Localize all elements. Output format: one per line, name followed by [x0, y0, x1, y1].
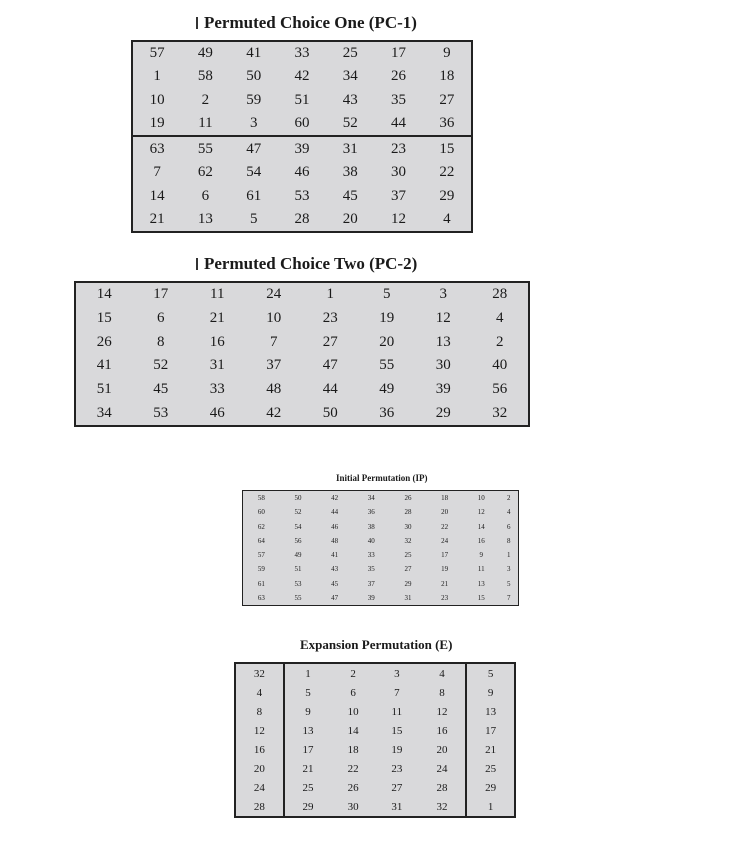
table-cell: 30 — [347, 800, 359, 813]
table-cell: 59 — [246, 91, 262, 108]
table-row — [133, 42, 471, 65]
table-cell: 53 — [153, 404, 169, 421]
table-row — [236, 664, 514, 683]
table-cell: 15 — [391, 724, 403, 737]
table-row — [133, 184, 471, 207]
table-cell: 5 — [249, 210, 258, 227]
expansion-body — [236, 664, 514, 816]
table-row — [76, 354, 528, 378]
table-cell: 51 — [294, 565, 302, 574]
table-cell: 31 — [391, 800, 403, 813]
table-cell: 41 — [246, 45, 262, 62]
table-row — [133, 65, 471, 88]
table-cell: 28 — [236, 797, 284, 816]
pc2-table — [74, 281, 530, 427]
table-cell: 7 — [507, 593, 511, 602]
table-row — [243, 577, 518, 591]
table-cell: 29 — [302, 800, 314, 813]
table-cell: 35 — [391, 91, 407, 108]
table-cell: 25 — [302, 781, 314, 794]
table-cell: 49 — [197, 45, 213, 62]
pc2-body — [76, 283, 528, 425]
table-cell: 39 — [278, 136, 326, 161]
table-cell: 1 — [507, 551, 511, 560]
table-cell: 50 — [246, 68, 262, 85]
table-cell: 61 — [246, 187, 262, 204]
table-cell: 53 — [294, 579, 302, 588]
table-cell: 18 — [347, 743, 359, 756]
table-cell: 36 — [367, 508, 375, 517]
table-cell: 44 — [322, 380, 338, 397]
table-cell: 6 — [157, 309, 165, 326]
ip-title — [336, 473, 428, 483]
table-cell: 57 — [257, 551, 265, 560]
table-cell: 23 — [322, 309, 338, 326]
table-cell: 26 — [96, 333, 112, 350]
table-cell: 39 — [367, 593, 375, 602]
table-cell: 48 — [331, 536, 339, 545]
table-cell: 2 — [507, 494, 511, 503]
pc2-title — [196, 254, 417, 274]
table-cell: 8 — [507, 536, 511, 545]
table-row — [76, 307, 528, 331]
table-cell: 19 — [391, 743, 403, 756]
table-cell: 8 — [439, 686, 445, 699]
table-cell: 37 — [367, 579, 375, 588]
table-cell: 5 — [383, 286, 391, 303]
table-cell: 5 — [466, 664, 514, 683]
table-cell: 58 — [197, 68, 213, 85]
table-cell: 32 — [492, 404, 508, 421]
table-cell: 17 — [153, 286, 169, 303]
table-cell: 14 — [477, 522, 485, 531]
table-row — [243, 534, 518, 548]
table-cell: 25 — [466, 759, 514, 778]
table-cell: 55 — [181, 136, 229, 161]
table-cell: 61 — [257, 579, 265, 588]
ip-body — [243, 491, 518, 605]
table-cell: 9 — [466, 683, 514, 702]
table-cell: 29 — [404, 579, 412, 588]
table-cell: 50 — [294, 494, 302, 503]
table-cell: 9 — [479, 551, 484, 560]
table-cell: 17 — [391, 45, 407, 62]
table-row — [133, 89, 471, 112]
table-cell: 56 — [294, 536, 302, 545]
table-row — [243, 562, 518, 576]
table-row — [243, 505, 518, 519]
pc1-title — [196, 13, 417, 33]
table-cell: 38 — [342, 164, 358, 181]
table-cell: 16 — [436, 724, 448, 737]
table-cell: 36 — [439, 115, 455, 132]
table-cell: 44 — [391, 115, 407, 132]
table-cell: 4 — [507, 508, 511, 517]
table-cell: 7 — [153, 164, 161, 181]
table-cell: 28 — [404, 508, 412, 517]
table-cell: 4 — [439, 667, 445, 680]
table-cell: 19 — [441, 565, 449, 574]
table-cell: 47 — [322, 357, 338, 374]
table-cell: 12 — [435, 309, 451, 326]
table-cell: 18 — [441, 494, 449, 503]
table-cell: 14 — [149, 187, 165, 204]
table-cell: 31 — [326, 136, 374, 161]
table-cell: 6 — [201, 187, 210, 204]
table-cell: 12 — [236, 721, 284, 740]
table-cell: 11 — [391, 705, 403, 718]
table-cell: 31 — [404, 593, 412, 602]
table-cell: 29 — [466, 778, 514, 797]
table-cell: 58 — [257, 494, 265, 503]
table-cell: 23 — [391, 762, 403, 775]
table-cell: 25 — [404, 551, 412, 560]
expansion-table — [234, 662, 516, 818]
table-cell: 27 — [404, 565, 412, 574]
table-cell: 42 — [331, 494, 339, 503]
table-cell: 4 — [443, 210, 451, 227]
table-cell: 1 — [305, 667, 311, 680]
table-cell: 13 — [466, 702, 514, 721]
table-cell: 21 — [209, 309, 225, 326]
table-cell: 10 — [149, 91, 165, 108]
table-cell: 39 — [435, 380, 451, 397]
table-cell: 28 — [492, 286, 508, 303]
table-cell: 20 — [441, 508, 449, 517]
title-marker — [196, 258, 198, 270]
table-cell: 8 — [236, 702, 284, 721]
table-cell: 35 — [367, 565, 375, 574]
table-cell: 11 — [477, 565, 485, 574]
table-cell: 6 — [507, 522, 511, 531]
table-cell: 47 — [331, 593, 339, 602]
table-cell: 18 — [439, 68, 455, 85]
table-cell: 24 — [436, 762, 448, 775]
table-cell: 22 — [347, 762, 359, 775]
table-cell: 42 — [266, 404, 282, 421]
table-cell: 12 — [477, 508, 485, 517]
table-cell: 5 — [305, 686, 311, 699]
table-cell: 16 — [236, 740, 284, 759]
table-cell: 19 — [379, 309, 395, 326]
table-cell: 3 — [439, 286, 447, 303]
table-cell: 27 — [439, 91, 455, 108]
pc1-title-text: Permuted Choice One (PC-1) — [204, 13, 417, 32]
table-cell: 27 — [322, 333, 338, 350]
table-cell: 3 — [507, 565, 511, 574]
table-cell: 20 — [342, 210, 358, 227]
table-cell: 28 — [294, 210, 310, 227]
table-cell: 16 — [477, 536, 485, 545]
expansion-title-text: Expansion Permutation (E) — [300, 637, 453, 652]
table-cell: 47 — [230, 136, 278, 161]
table-cell: 32 — [236, 664, 284, 683]
table-row — [133, 208, 471, 231]
table-cell: 50 — [322, 404, 338, 421]
table-cell: 9 — [443, 45, 451, 62]
table-cell: 2 — [201, 91, 210, 108]
table-cell: 1 — [153, 68, 161, 85]
table-cell: 15 — [477, 593, 485, 602]
table-cell: 9 — [305, 705, 311, 718]
table-cell: 30 — [435, 357, 451, 374]
pc2-title-text: Permuted Choice Two (PC-2) — [204, 254, 418, 273]
table-cell: 17 — [302, 743, 314, 756]
table-cell: 21 — [302, 762, 314, 775]
table-row — [133, 161, 471, 184]
table-row — [243, 591, 518, 605]
table-cell: 46 — [209, 404, 225, 421]
table-cell: 51 — [96, 380, 112, 397]
table-cell: 55 — [294, 593, 302, 602]
table-cell: 40 — [492, 357, 508, 374]
table-row — [76, 401, 528, 425]
table-cell: 42 — [294, 68, 310, 85]
table-cell: 33 — [294, 45, 310, 62]
table-cell: 30 — [404, 522, 412, 531]
table-cell: 4 — [236, 683, 284, 702]
table-cell: 3 — [394, 667, 400, 680]
table-row — [133, 112, 471, 137]
table-cell: 3 — [249, 115, 258, 132]
table-cell: 53 — [294, 187, 310, 204]
table-cell: 34 — [96, 404, 112, 421]
table-cell: 51 — [294, 91, 310, 108]
table-cell: 24 — [236, 778, 284, 797]
table-cell: 40 — [367, 536, 375, 545]
table-cell: 60 — [294, 115, 310, 132]
table-cell: 54 — [294, 522, 302, 531]
table-cell: 49 — [379, 380, 395, 397]
table-cell: 25 — [342, 45, 358, 62]
table-cell: 31 — [209, 357, 225, 374]
table-cell: 2 — [350, 667, 356, 680]
table-row — [243, 491, 518, 505]
table-cell: 14 — [96, 286, 112, 303]
pc1-body — [133, 42, 471, 231]
table-cell: 21 — [149, 210, 165, 227]
table-cell: 23 — [374, 136, 422, 161]
table-cell: 24 — [441, 536, 449, 545]
ip-table — [242, 490, 519, 606]
table-cell: 5 — [507, 579, 511, 588]
table-cell: 29 — [435, 404, 451, 421]
table-cell: 1 — [466, 797, 514, 816]
table-cell: 10 — [477, 494, 485, 503]
table-row — [76, 283, 528, 307]
table-cell: 36 — [379, 404, 395, 421]
table-cell: 8 — [157, 333, 165, 350]
table-cell: 20 — [236, 759, 284, 778]
table-cell: 43 — [331, 565, 339, 574]
table-cell: 43 — [342, 91, 358, 108]
table-row — [236, 759, 514, 778]
table-cell: 45 — [342, 187, 358, 204]
table-cell: 33 — [209, 380, 225, 397]
table-cell: 27 — [391, 781, 403, 794]
table-cell: 30 — [391, 164, 407, 181]
table-cell: 7 — [394, 686, 400, 699]
table-cell: 32 — [404, 536, 412, 545]
table-cell: 20 — [436, 743, 448, 756]
table-cell: 54 — [246, 164, 262, 181]
table-cell: 11 — [198, 115, 213, 132]
table-cell: 12 — [391, 210, 407, 227]
table-cell: 15 — [96, 309, 112, 326]
table-cell: 46 — [331, 522, 339, 531]
table-cell: 26 — [391, 68, 407, 85]
table-cell: 10 — [347, 705, 359, 718]
table-row — [133, 136, 471, 161]
table-cell: 26 — [347, 781, 359, 794]
table-cell: 52 — [294, 508, 302, 517]
table-cell: 44 — [331, 508, 339, 517]
table-cell: 33 — [367, 551, 375, 560]
table-cell: 63 — [133, 136, 181, 161]
table-cell: 10 — [266, 309, 282, 326]
table-cell: 7 — [270, 333, 278, 350]
table-row — [236, 721, 514, 740]
table-row — [243, 548, 518, 562]
table-cell: 19 — [149, 115, 165, 132]
table-cell: 45 — [153, 380, 169, 397]
table-cell: 17 — [466, 721, 514, 740]
table-cell: 17 — [441, 551, 449, 560]
table-row — [236, 740, 514, 759]
table-row — [76, 330, 528, 354]
table-cell: 21 — [466, 740, 514, 759]
table-cell: 63 — [257, 593, 265, 602]
table-cell: 13 — [435, 333, 451, 350]
table-cell: 56 — [492, 380, 508, 397]
table-cell: 38 — [367, 522, 375, 531]
table-cell: 1 — [326, 286, 334, 303]
table-cell: 49 — [294, 551, 302, 560]
table-row — [236, 778, 514, 797]
table-cell: 37 — [266, 357, 282, 374]
table-cell: 46 — [294, 164, 310, 181]
table-cell: 37 — [391, 187, 407, 204]
table-cell: 41 — [331, 551, 339, 560]
table-cell: 22 — [439, 164, 455, 181]
table-cell: 29 — [439, 187, 455, 204]
table-cell: 34 — [342, 68, 358, 85]
table-cell: 21 — [441, 579, 449, 588]
table-row — [243, 520, 518, 534]
ip-title-text: Initial Permutation (IP) — [336, 473, 428, 483]
table-cell: 28 — [436, 781, 448, 794]
pc1-table — [131, 40, 473, 233]
table-row — [236, 797, 514, 816]
table-cell: 52 — [153, 357, 169, 374]
table-cell: 41 — [96, 357, 112, 374]
table-cell: 11 — [210, 286, 225, 303]
table-cell: 13 — [197, 210, 213, 227]
table-cell: 62 — [197, 164, 213, 181]
table-cell: 2 — [496, 333, 504, 350]
table-cell: 45 — [331, 579, 339, 588]
table-cell: 13 — [477, 579, 485, 588]
expansion-title — [300, 637, 452, 653]
table-cell: 59 — [257, 565, 265, 574]
table-cell: 57 — [149, 45, 165, 62]
table-cell: 13 — [302, 724, 314, 737]
title-marker — [196, 17, 198, 29]
table-cell: 22 — [441, 522, 449, 531]
table-row — [236, 683, 514, 702]
table-cell: 23 — [441, 593, 449, 602]
table-cell: 24 — [266, 286, 282, 303]
table-cell: 62 — [257, 522, 265, 531]
table-row — [236, 702, 514, 721]
table-cell: 26 — [404, 494, 412, 503]
table-cell: 52 — [342, 115, 358, 132]
table-cell: 15 — [423, 136, 471, 161]
table-cell: 14 — [347, 724, 359, 737]
table-cell: 12 — [436, 705, 448, 718]
table-cell: 60 — [257, 508, 265, 517]
table-row — [76, 378, 528, 402]
table-cell: 20 — [379, 333, 395, 350]
table-cell: 16 — [209, 333, 225, 350]
table-cell: 55 — [379, 357, 395, 374]
table-cell: 32 — [436, 800, 448, 813]
table-cell: 48 — [266, 380, 282, 397]
table-cell: 34 — [367, 494, 375, 503]
table-cell: 64 — [257, 536, 265, 545]
table-cell: 4 — [496, 309, 504, 326]
table-cell: 6 — [350, 686, 356, 699]
